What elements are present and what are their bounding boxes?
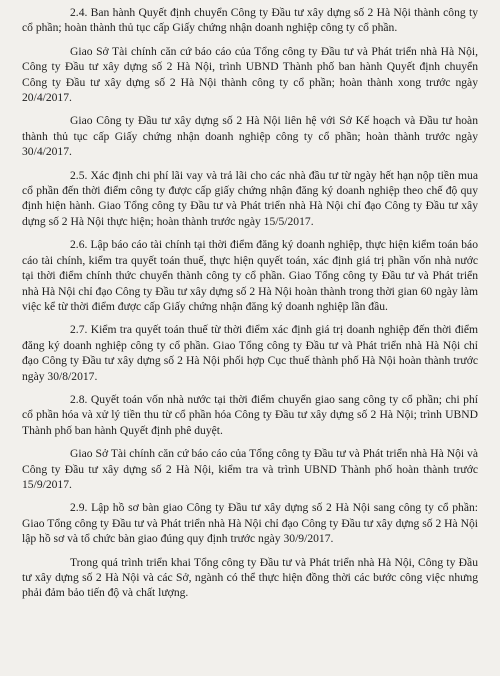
paragraph-2-7: 2.7. Kiểm tra quyết toán thuế từ thời điểm xác định giá trị doanh nghiệp đến thời điểm đăng ký doanh nghiệp công ty cổ phần. Giao Tổng công ty Đầu tư và Phát triển nhà Hà Nội chỉ đạo Công ty Đầu tư xây dựng số 2 Hà Nội phối hợp Cục thuế thành phố Hà Nội hoàn thành trước ngày 30/8/2017. (22, 323, 478, 383)
paragraph-2-5: 2.5. Xác định chi phí lãi vay và trả lãi cho các nhà đầu tư từ ngày hết hạn nộp tiền mua cổ phần đến thời điểm công ty được cấp giấy chứng nhận đăng ký doanh nghiệp theo chế độ quy định hiện hành. Giao Tổng công ty Đầu tư và Phát triển nhà Hà Nội chỉ đạo Công ty Đầu tư xây dựng số 2 Hà Nội thực hiện; hoàn thành trước ngày 15/5/2017. (22, 168, 478, 228)
paragraph-2-8: 2.8. Quyết toán vốn nhà nước tại thời điểm chuyển giao sang công ty cổ phần; chi phí cổ phần hóa và xử lý tiền thu từ cổ phần hóa Công ty Đầu tư xây dựng số 2 Hà Nội; trình UBND Thành phố ban hành Quyết định phê duyệt. (22, 392, 478, 437)
paragraph-2-8-finance-dept: Giao Sở Tài chính căn cứ báo cáo của Tổng công ty Đầu tư và Phát triển nhà Hà Nội và Công ty Đầu tư xây dựng số 2 Hà Nội, kiểm tra và trình UBND Thành phố hoàn thành trước 15/9/2017. (22, 447, 478, 491)
paragraph-2-4-finance-dept: Giao Sở Tài chính căn cứ báo cáo của Tổng công ty Đầu tư và Phát triển nhà Hà Nội, Công ty Đầu tư xây dựng số 2 Hà Nội, trình UBND Thành phố ban hành Quyết định chuyển Công ty Đầu tư xây dựng số 2 Hà Nội thành công ty cổ phần; hoàn thành xong trước ngày 20/4/2017. (22, 44, 478, 105)
paragraph-2-9: 2.9. Lập hồ sơ bàn giao Công ty Đầu tư xây dựng số 2 Hà Nội sang công ty cổ phần: Giao Tổng công ty Đầu tư và Phát triển nhà Hà Nội chỉ đạo Công ty Đầu tư xây dựng số 2 Hà Nội lập hồ sơ và tổ chức bàn giao đúng quy định trước ngày 30/9/2017. (22, 501, 478, 546)
paragraph-2-4: 2.4. Ban hành Quyết định chuyển Công ty Đầu tư xây dựng số 2 Hà Nội thành công ty cổ phần; hoàn thành thủ tục cấp Giấy chứng nhận doanh nghiệp công ty cổ phần. (22, 6, 478, 35)
paragraph-2-4-company: Giao Công ty Đầu tư xây dựng số 2 Hà Nội liên hệ với Sở Kế hoạch và Đầu tư hoàn thành thủ tục cấp Giấy chứng nhận doanh nghiệp công ty cổ phần; hoàn thành trước ngày 30/4/2017. (22, 114, 478, 159)
paragraph-closing: Trong quá trình triển khai Tổng công ty Đầu tư và Phát triển nhà Hà Nội, Công ty Đầu tư xây dựng số 2 Hà Nội và các Sở, ngành có thể thực hiện đồng thời các bước công việc nhưng phải đảm bảo tiến độ và chất lượng. (22, 555, 478, 600)
paragraph-2-6: 2.6. Lập báo cáo tài chính tại thời điểm đăng ký doanh nghiệp, thực hiện kiểm toán báo cáo tài chính, kiểm tra quyết toán thuế, thực hiện quyết toán, xác định giá trị phần vốn nhà nước tại thời điểm chính thức chuyển thành công ty cổ phần. Giao Tổng công ty Đầu tư và Phát triển nhà Hà Nội chỉ đạo Công ty Đầu tư xây dựng số 2 Hà Nội hoàn thành trong thời gian 60 ngày làm việc kể từ thời điểm được cấp Giấy chứng nhận đăng ký doanh nghiệp lần đầu. (22, 238, 478, 313)
